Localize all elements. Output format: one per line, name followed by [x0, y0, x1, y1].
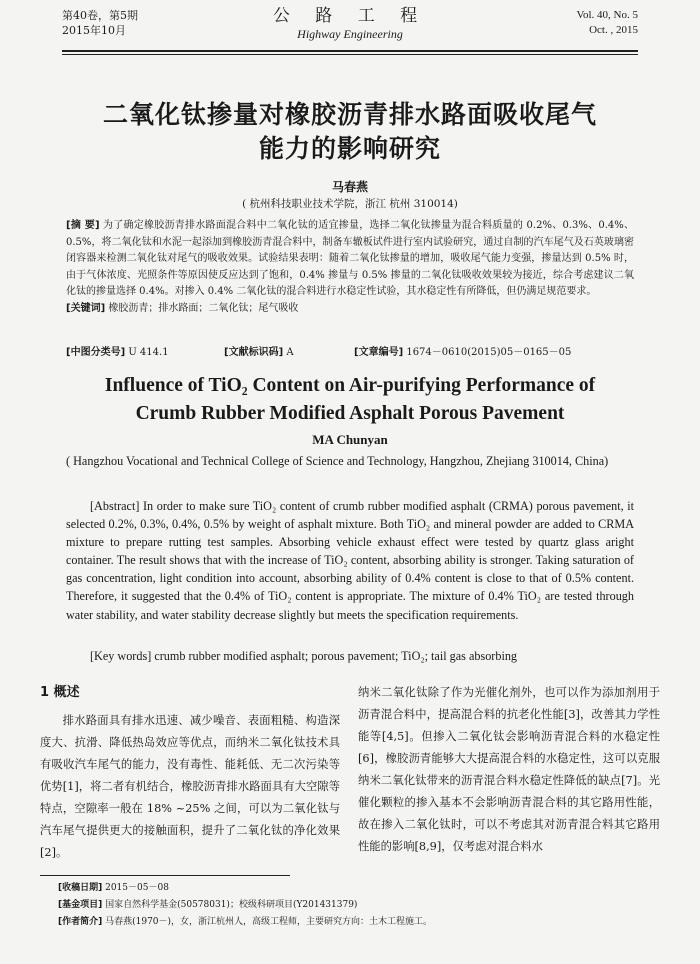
article-no-value: 1674－0610(2015)05－0165－05 [406, 347, 572, 358]
footnote-rule [40, 875, 290, 876]
title-cn-line2: 能力的影响研究 [258, 134, 441, 163]
title-en [0, 372, 700, 428]
author-bio-value: 马春燕(1970－)，女，浙江杭州人，高级工程师，主要研究方向：土木工程施工。 [105, 917, 433, 927]
article-no-label: [文章编号] [354, 347, 404, 358]
abstract-en [66, 497, 634, 624]
body-right-column [358, 682, 660, 858]
affiliation-en: ( Hangzhou Vocational and Technical College of Science and Technology, Hangzhou, Zhejiang 310014, China) [66, 454, 609, 468]
abstract-cn [66, 218, 634, 318]
author-cn: 马春燕 [331, 180, 368, 194]
footnote-fund [58, 897, 658, 914]
section-heading: 1 概述 [40, 685, 80, 700]
doc-code-field [224, 343, 294, 358]
fund-value: 国家自然科学基金(50578031)；校级科研项目(Y201431379) [105, 900, 358, 910]
author-en: MA Chunyan [312, 432, 388, 447]
title-en-line1: Influence of TiO₂ Content on Air-purifying Performance of [104, 375, 596, 396]
title-cn [0, 98, 700, 166]
journal-name-en: Highway Engineering [297, 27, 403, 41]
abstract-en-text: In order to make sure TiO₂ content of crumb rubber modified asphalt (CRMA) porous pavement, it selected 0.2%, 0.3%, 0.4%, 0.5% by weight of asphalt mixture. Both TiO₂ and mineral powder are added to CRMA mixture to prepare rutting test samples. Absorbing vehicle exhaust effect were tested by quartz glass aright container. The result shows that with the increase of TiO₂ content, absorbing ability is stronger. Taking saturation of gas concentration, light condition into account, absorbing ability of 0.4% content is close to that of 0.5% content. Therefore, it suggested that the 0.4% of TiO₂ content is appropriate. The mixture of 0.4% TiO₂ are tested through water stability, and water stability decrease slightly but meets the specification requirements. [66, 499, 634, 622]
keywords-en [90, 649, 634, 664]
keywords-cn [66, 301, 634, 318]
title-cn-line1: 二氧化钛掺量对橡胶沥青排水路面吸收尾气 [102, 100, 597, 129]
abstract-en-label: [Abstract] [90, 499, 140, 513]
header-rule-thick [62, 50, 638, 52]
footnote-received [58, 880, 658, 897]
keywords-en-text: crumb rubber modified asphalt; porous pavement; TiO₂; tail gas absorbing [154, 649, 518, 663]
author-bio-label: [作者简介] [58, 917, 103, 927]
header-right [576, 8, 638, 38]
footnote-author [58, 914, 658, 931]
keywords-cn-text: 橡胶沥青；排水路面；二氧化钛；尾气吸收 [108, 302, 299, 314]
header-rule-thin [62, 54, 638, 55]
date-en: Oct. , 2015 [589, 24, 638, 36]
received-value: 2015－05－08 [105, 883, 169, 893]
keywords-cn-label: [关键词] [66, 302, 106, 314]
doc-code-value: A [286, 347, 294, 358]
footnotes [58, 880, 658, 931]
body-left-column [40, 682, 340, 864]
abstract-en-para [66, 497, 634, 624]
journal-name-cn: 公 路 工 程 [272, 6, 428, 26]
title-en-line2: Crumb Rubber Modified Asphalt Porous Pavement [135, 403, 565, 424]
fund-label: [基金项目] [58, 900, 103, 910]
body-paragraph-right: 纳米二氧化钛除了作为光催化剂外，也可以作为添加剂用于沥青混合料中，提高混合料的抗老化性能[3]，改善其力学性能等[4,5]。但掺入二氧化钛会影响沥青混合料的水稳定性[6]，橡胶沥青能够大大提高混合料的水稳定性，这可以克服纳米二氧化钛带来的沥青混合料水稳定性降低的缺点[7]。光催化颗粒的掺入基本不会影响沥青混合料的其它路用性能，故在掺入二氧化钛时，可以不考虑其对沥青混合料其它路用性能的影响[8,9]，仅考虑对混合料水 [358, 686, 660, 853]
received-label: [收稿日期] [58, 883, 103, 893]
date-cn: 2015年10月 [62, 24, 126, 37]
body-paragraph-left: 排水路面具有排水迅速、减少噪音、表面粗糙、构造深度大、抗滑、降低热岛效应等优点，而纳米二氧化钛技术具有吸收汽车尾气的能力，没有毒性、能耗低、无二次污染等优势[1]，将二者有机结合，橡胶沥青排水路面具有大空隙等特点，空隙率一般在 18% ~25% 之间，可以为二氧化钛与汽车尾气提供更大的接触面积，提升了二氧化钛的净化效果[2]。 [40, 714, 340, 859]
abstract-cn-label: [摘 要] [66, 220, 100, 231]
clc-label: [中图分类号] [66, 347, 126, 358]
volume-en: Vol. 40, No. 5 [576, 9, 638, 21]
clc-value: U 414.1 [128, 347, 169, 358]
clc-field [66, 343, 169, 358]
affiliation-cn: ( 杭州科技职业技术学院，浙江 杭州 310014) [242, 198, 458, 210]
keywords-en-label: [Key words] [90, 649, 152, 663]
volume-cn: 第40卷，第5期 [62, 9, 138, 22]
abstract-cn-text: 为了确定橡胶沥青排水路面混合料中二氧化钛的适宜掺量，选择二氧化钛掺量为混合料质量的 0.2%、0.3%、0.4%、0.5%，将二氧化钛和水泥一起添加到橡胶沥青混合料中，制备车辙板试件进行室内试验研究，通过自制的汽车尾气及石英玻璃密闭容器来检测二氧化钛对尾气的吸收效果。试验结果表明：随着二氧化钛掺量的增加，吸收尾气能力变强，掺量达到 0.5% 时，由于气体浓度、光照条件等原因使反应达到了饱和，0.4% 掺量与 0.5% 掺量的二氧化钛吸收效果较为接近，综合考虑建议二氧化钛的掺量选择 0.4%。对掺入 0.4% 二氧化钛的混合料进行水稳定性试验，其水稳定性有所降低，但仍满足规范要求。 [66, 220, 634, 298]
article-no-field [354, 343, 571, 358]
doc-code-label: [文献标识码] [224, 347, 284, 358]
